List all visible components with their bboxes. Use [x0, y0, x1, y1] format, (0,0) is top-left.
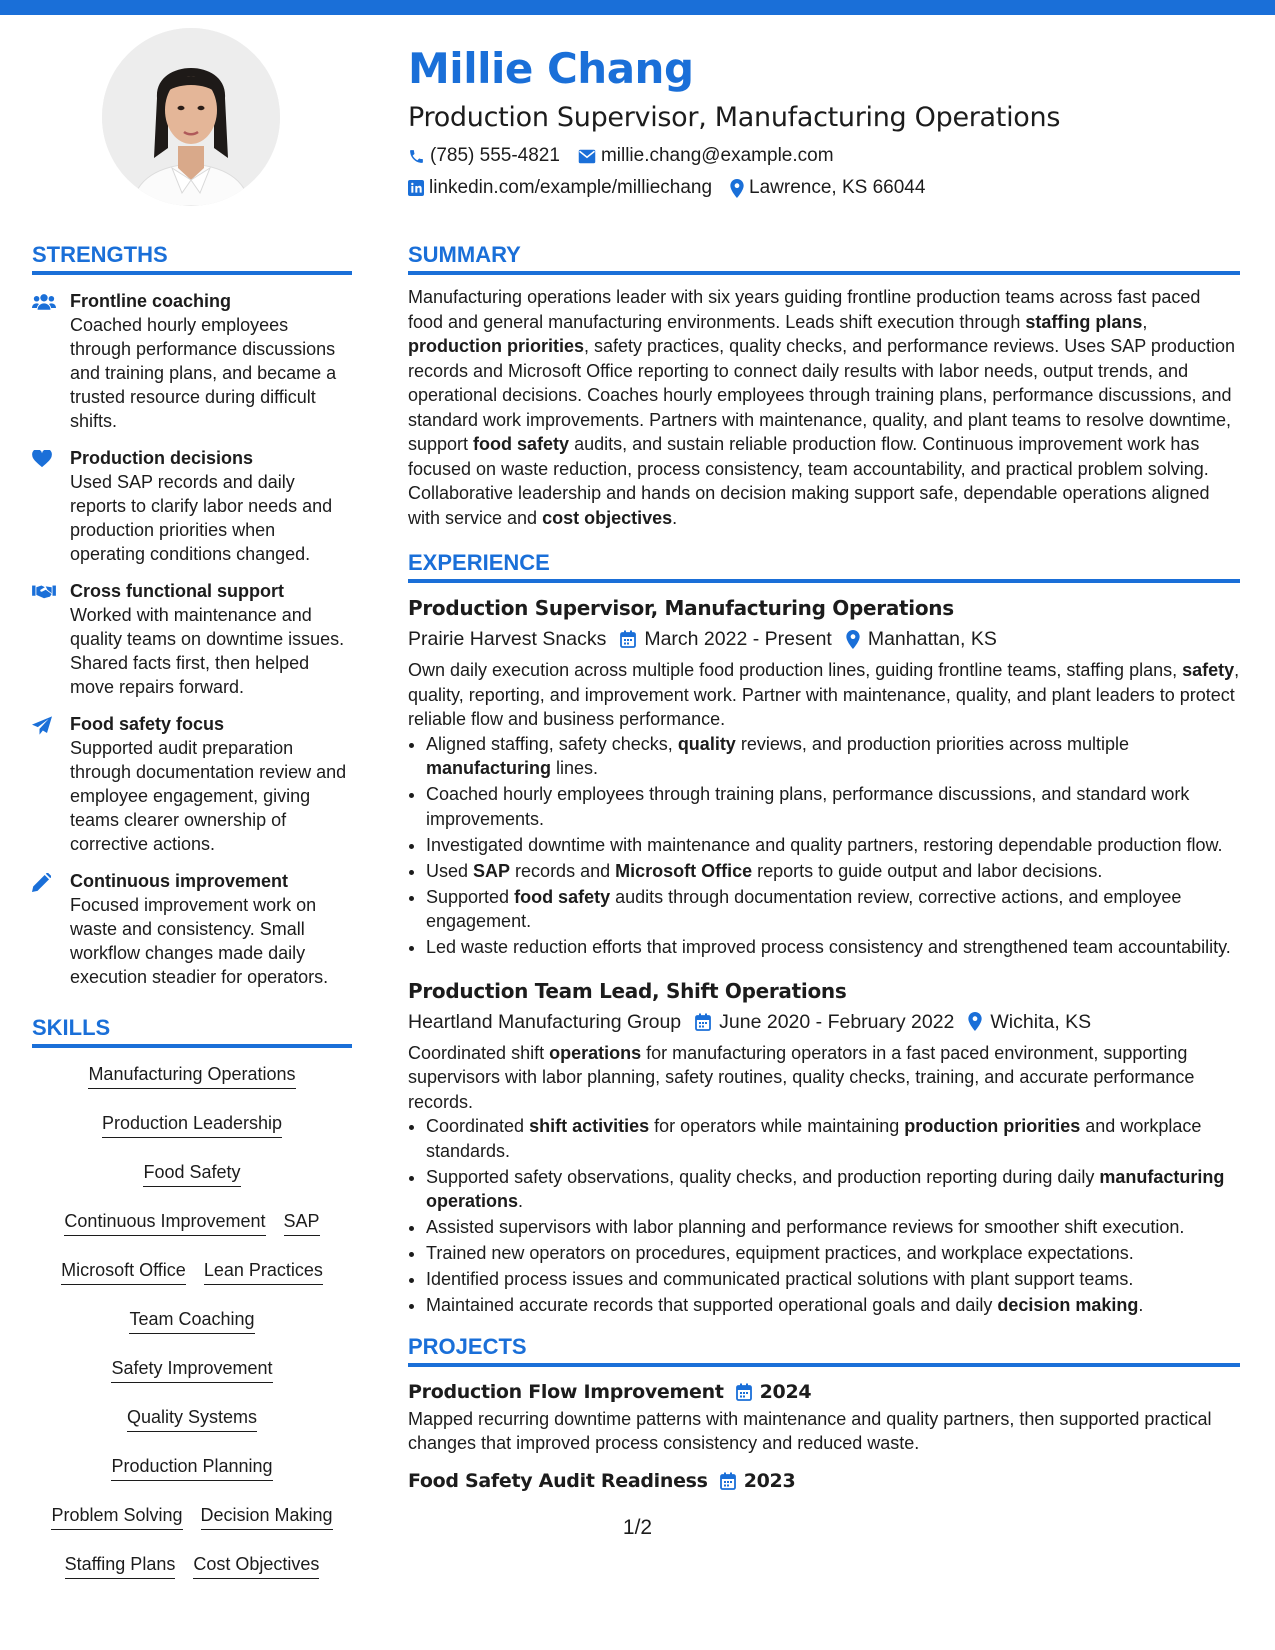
project-description: Mapped recurring downtime patterns with maintenance and quality partners, then supported practical changes that improved process consistency and reduced waste.: [408, 1408, 1212, 1453]
strength-title: Frontline coaching: [70, 291, 232, 311]
strength-item: [32, 869, 352, 989]
skill-row: [32, 1352, 352, 1401]
experience-heading: EXPERIENCE: [408, 548, 1240, 583]
job-bullet: • Investigated downtime with maintenance and quality partners, restoring dependable production flow.: [426, 833, 1240, 858]
job-location: [846, 623, 997, 655]
project-year: 2023: [743, 1469, 796, 1492]
job-meta: [408, 1006, 1240, 1038]
skill-row: [32, 1156, 352, 1205]
job-dates-text: June 2020 - February 2022: [719, 1010, 955, 1033]
skill-chip: Staffing Plans: [65, 1552, 176, 1579]
strength-title: Cross functional support: [70, 581, 285, 601]
calendar-icon: [695, 1013, 711, 1031]
calendar-icon: [736, 1383, 752, 1401]
job-bullet: • Supported safety observations, quality checks, and production reporting during daily manufacturing operations.: [426, 1165, 1240, 1214]
contact-row-2: [408, 172, 1248, 204]
candidate-name: Millie Chang: [408, 44, 694, 93]
company-name: Heartland Manufacturing Group: [408, 1010, 682, 1033]
strength-item: [32, 289, 352, 433]
strength-desc: Supported audit preparation through documentation review and employee engagement, giving teams clearer ownership of corrective actions.: [70, 738, 347, 854]
skill-row: [32, 1254, 352, 1303]
job-bullet: • Identified process issues and communicated practical solutions with plant support teams.: [426, 1267, 1240, 1292]
job-dates-text: March 2022 - Present: [644, 628, 832, 650]
strength-item: [32, 446, 352, 566]
skill-chip: Safety Improvement: [111, 1356, 272, 1383]
heart-icon: [32, 446, 70, 566]
linkedin-icon: [408, 180, 424, 196]
skills-section: [32, 1013, 352, 1597]
project-year: 2024: [759, 1380, 812, 1403]
project-title: [408, 1377, 1240, 1407]
strength-item: [32, 712, 352, 856]
skill-chip: Continuous Improvement: [64, 1209, 265, 1236]
strength-desc: Worked with maintenance and quality teams on downtime issues. Shared facts first, then helped move repairs forward.: [70, 605, 345, 697]
projects-list: [408, 1377, 1240, 1496]
strength-title: Continuous improvement: [70, 871, 289, 891]
summary-text: Manufacturing operations leader with six years guiding frontline production teams across fast paced food and general manufacturing environments. Leads shift execution through staffing plans, production priorities, safety practices, quality checks, and performance reviews. Uses SAP production records and Microsoft Office reporting to connect daily results with labor needs, output trends, and operational decisions. Coaches hourly employees through training plans, performance discussions, and standard work improvements. Partners with maintenance, quality, and plant teams to resolve downtime, support food safety audits, and sustain reliable production flow. Continuous improvement work has focused on waste reduction, process consistency, team accountability, and practical problem solving. Collaborative leadership and hands on decision making support safe, dependable operations aligned with service and cost objectives.: [408, 287, 1235, 528]
job-bullet: • Coached hourly employees through training plans, performance discussions, and standard work improvements.: [426, 782, 1240, 831]
top-accent-bar: [0, 0, 1275, 15]
skills-heading: SKILLS: [32, 1013, 352, 1048]
skill-chip: Problem Solving: [51, 1503, 182, 1530]
pencil-icon: [32, 869, 70, 989]
candidate-title: Production Supervisor, Manufacturing Operations: [408, 102, 1061, 133]
skill-row: [32, 1303, 352, 1352]
strengths-heading: STRENGTHS: [32, 240, 352, 275]
skill-row: [32, 1107, 352, 1156]
linkedin-contact[interactable]: [408, 172, 712, 204]
calendar-icon: [620, 630, 636, 648]
skill-chip: Production Planning: [111, 1454, 272, 1481]
company-name: Prairie Harvest Snacks: [408, 628, 607, 650]
linkedin-text: linkedin.com/example/milliechang: [429, 177, 713, 198]
strength-desc: Coached hourly employees through performance discussions and training plans, and became a trusted resource during difficult shifts.: [70, 315, 337, 431]
skill-chip: Microsoft Office: [61, 1258, 186, 1285]
phone-contact[interactable]: [408, 140, 560, 172]
project-name: Production Flow Improvement: [408, 1380, 724, 1403]
project-title: [408, 1466, 1240, 1496]
handshake-icon: [32, 579, 70, 699]
job-location-text: Manhattan, KS: [867, 628, 997, 650]
job-bullet: • Used SAP records and Microsoft Office reports to guide output and labor decisions.: [426, 859, 1240, 884]
right-column: [408, 240, 1240, 1496]
strength-desc: Focused improvement work on waste and consistency. Small workflow changes made daily execution steadier for operators.: [70, 895, 329, 987]
resume-header: [408, 38, 1248, 204]
location-text: Lawrence, KS 66044: [749, 177, 926, 198]
skill-chip: Food Safety: [143, 1160, 240, 1187]
skill-row: [32, 1450, 352, 1499]
job-bullet: • Coordinated shift activities for operators while maintaining production priorities and workplace standards.: [426, 1114, 1240, 1163]
phone-icon: [408, 148, 425, 165]
strengths-list: [32, 285, 352, 989]
skill-chip: Quality Systems: [127, 1405, 257, 1432]
left-column: [32, 240, 352, 1597]
skill-row: [32, 1058, 352, 1107]
skill-chip: Cost Objectives: [193, 1552, 319, 1579]
job-bullet: • Supported food safety audits through documentation review, corrective actions, and employee engagement.: [426, 885, 1240, 934]
skill-chip: Production Leadership: [102, 1111, 282, 1138]
strength-title: Food safety focus: [70, 714, 225, 734]
profile-photo: [102, 28, 280, 206]
job-bullet: • Led waste reduction efforts that improved process consistency and strengthened team accountability.: [426, 935, 1240, 960]
job-dates: [695, 1006, 954, 1038]
job-bullet: • Aligned staffing, safety checks, quality reviews, and production priorities across multiple manufacturing lines.: [426, 732, 1240, 781]
skill-chip: Manufacturing Operations: [88, 1062, 295, 1089]
contact-row-1: [408, 140, 1248, 172]
strength-desc: Used SAP records and daily reports to clarify labor needs and production priorities when operating conditions changed.: [70, 472, 333, 564]
strength-title: Production decisions: [70, 448, 254, 468]
summary-heading: SUMMARY: [408, 240, 1240, 275]
calendar-icon: [720, 1472, 736, 1490]
skill-chip: SAP: [284, 1209, 320, 1236]
users-icon: [32, 289, 70, 433]
phone-text: (785) 555-4821: [430, 145, 560, 166]
page-number: 1/2: [622, 1516, 653, 1539]
skill-row: [32, 1548, 352, 1597]
skill-chip: Lean Practices: [204, 1258, 323, 1285]
job-entry: [408, 976, 1240, 1318]
email-contact[interactable]: [578, 140, 834, 172]
envelope-icon: [578, 149, 596, 164]
job-meta: [408, 623, 1240, 655]
strength-item: [32, 579, 352, 699]
map-pin-icon: [730, 179, 744, 198]
job-bullet: • Assisted supervisors with labor planning and performance reviews for smoother shift execution.: [426, 1215, 1240, 1240]
location-contact: [730, 172, 925, 204]
job-location: [968, 1006, 1091, 1038]
skill-chip: Decision Making: [201, 1503, 333, 1530]
job-bullets: [408, 732, 1240, 960]
job-location-text: Wichita, KS: [990, 1010, 1092, 1033]
skill-chip: Team Coaching: [129, 1307, 254, 1334]
job-description: Coordinated shift operations for manufacturing operators in a fast paced environment, supporting supervisors with labor planning, safety routines, quality checks, training, and accurate performance records.: [408, 1042, 1195, 1112]
job-description: Own daily execution across multiple food production lines, guiding frontline teams, staffing plans, safety, quality, reporting, and improvement work. Partner with maintenance, quality, and plant leaders to protect reliable flow and business performance.: [408, 660, 1240, 729]
skill-row: [32, 1401, 352, 1450]
job-dates: [620, 623, 832, 655]
map-pin-icon: [968, 1012, 982, 1031]
job-bullet: • Maintained accurate records that supported operational goals and daily decision making.: [426, 1293, 1240, 1318]
job-bullets: [408, 1114, 1240, 1318]
project-name: Food Safety Audit Readiness: [408, 1469, 708, 1492]
experience-list: [408, 593, 1240, 1318]
projects-heading: PROJECTS: [408, 1332, 1240, 1367]
email-text: millie.chang@example.com: [600, 145, 834, 166]
job-title: Production Team Lead, Shift Operations: [408, 978, 847, 1003]
job-title: Production Supervisor, Manufacturing Operations: [408, 596, 954, 620]
paper-plane-icon: [32, 712, 70, 856]
skill-row: [32, 1205, 352, 1254]
job-bullet: • Trained new operators on procedures, equipment practices, and workplace expectations.: [426, 1241, 1240, 1266]
job-entry: [408, 593, 1240, 960]
map-pin-icon: [846, 630, 860, 649]
